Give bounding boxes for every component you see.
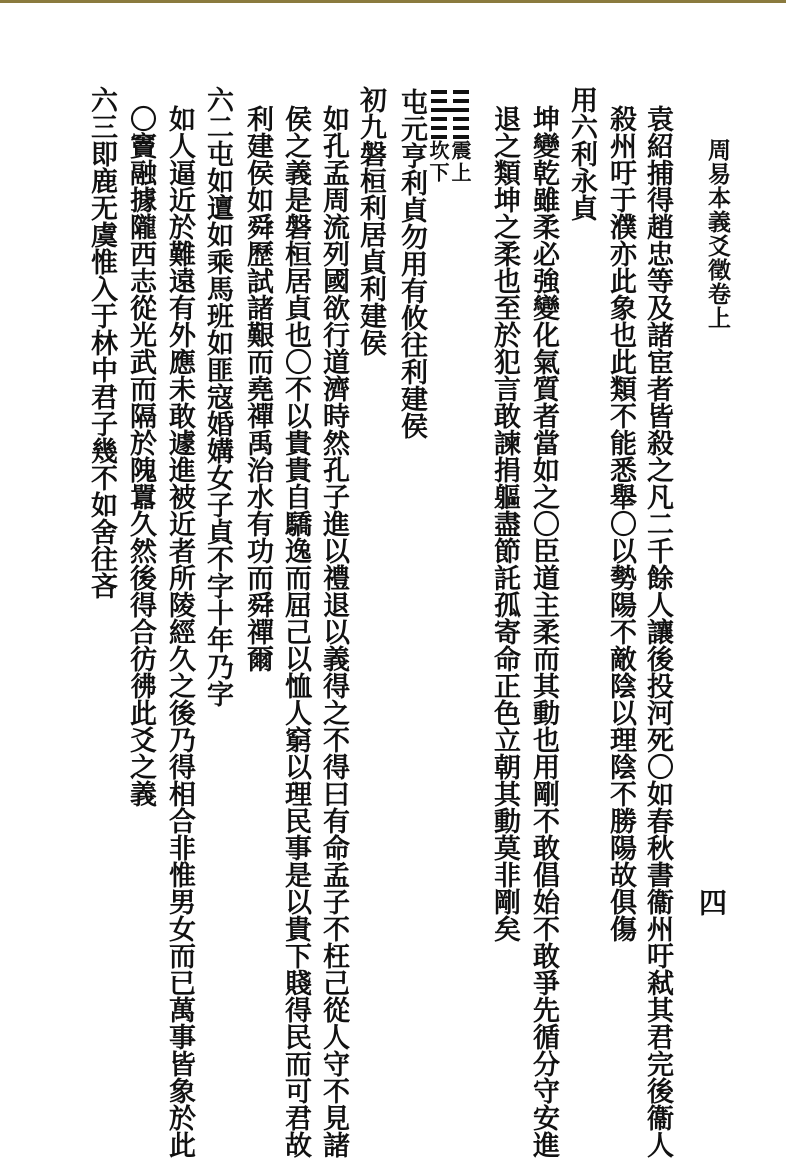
text-column-3: 用六利永貞 [566, 86, 597, 221]
text-column-13: 〇竇融據隴西志從光武而隔於隗囂久然後得合彷彿此爻之義 [125, 105, 156, 807]
top-border [0, 0, 786, 3]
text-column-1: 袁紹捕得趙忠等及諸宦者皆殺之凡二千餘人讓後投河死〇如春秋書衞州吁弒其君完後衞人 [642, 105, 673, 1158]
text-column-11: 六二屯如邅如乘馬班如匪寇婚媾女子貞不字十年乃字 [202, 86, 233, 707]
lower-trigram-pos: 下 [426, 162, 450, 182]
lower-trigram-name: 坎 [426, 140, 450, 160]
upper-trigram-name: 震 [448, 140, 472, 160]
text-column-5: 退之類坤之柔也至於犯言敢諫捐軀盡節託孤寄命正色立朝其動莫非剛矣 [489, 105, 520, 942]
text-column-6: 屯元亨利貞勿用有攸往利建侯 [396, 88, 427, 439]
running-header: 周易本義爻徵卷上 [704, 138, 731, 330]
text-column-9: 侯之義是磐桓居貞也〇不以貴貴自驕逸而屈己以恤人窮以理民事是以貴下賤得民而可君故 [280, 105, 311, 1158]
text-column-7: 初九磐桓利居貞利建侯 [355, 86, 386, 356]
text-column-14: 六三即鹿无虞惟入于林中君子幾不如舍往吝 [86, 86, 117, 599]
page-number: 四 [695, 888, 728, 916]
text-column-2: 殺州吁于濮亦此象也此類不能悉舉〇以勢陽不敵陰以理陰不勝陽故俱傷 [605, 105, 636, 942]
text-column-4: 坤變乾雖柔必強變化氣質者當如之〇臣道主柔而其動也用剛不敢倡始不敢爭先循分守安進 [528, 105, 559, 1158]
text-column-8: 如孔孟周流列國欲行道濟時然孔子進以禮退以義得之不得曰有命孟子不枉己從人守不見諸 [318, 105, 349, 1158]
text-column-12: 如人逼近於難遠有外應未敢遽進被近者所陵經久之後乃得相合非惟男女而已萬事皆象於此 [164, 105, 195, 1158]
upper-trigram-pos: 上 [448, 162, 472, 182]
text-column-10: 利建侯如舜歷試諸艱而堯禪禹治水有功而舜禪爾 [242, 105, 273, 672]
